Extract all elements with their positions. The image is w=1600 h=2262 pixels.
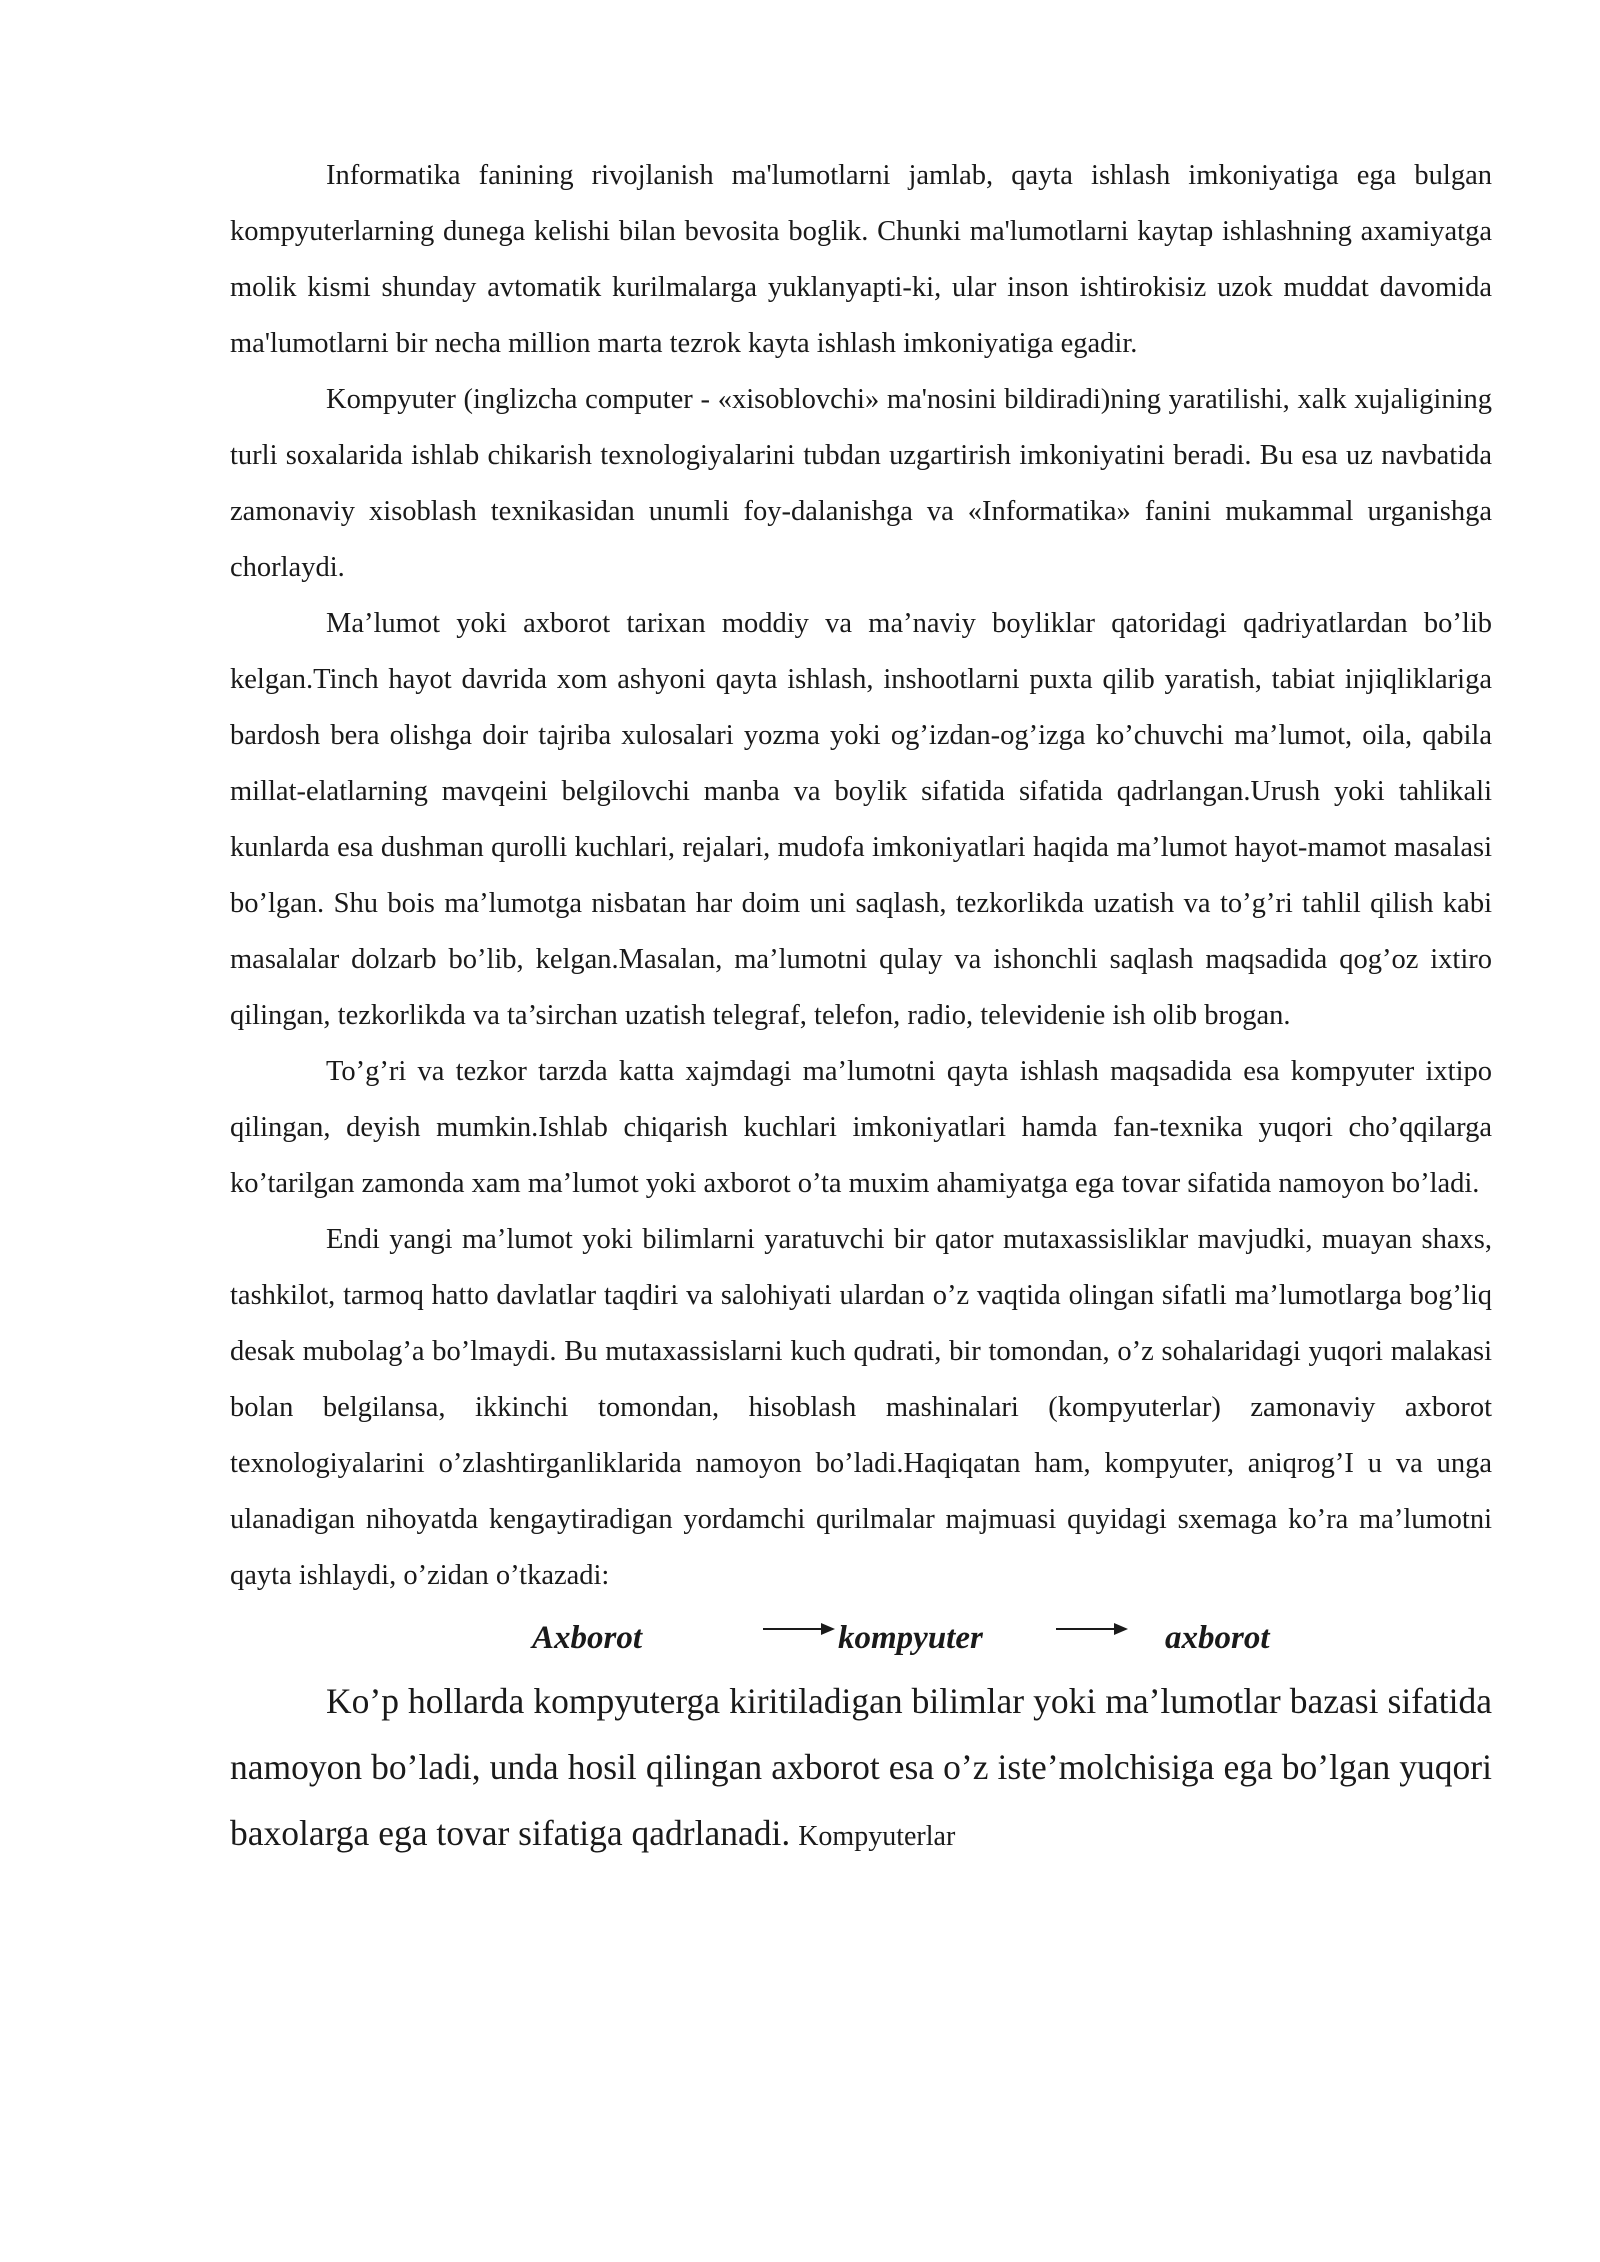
closing-paragraph-text: Ko’p hollarda kompyuterga kiritiladigan bilimlar yoki ma’lumotlar bazasi sifatida namoyon bo’ladi, unda hosil qilingan axborot esa o’z iste’molchisiga ega bo’lgan yuqori baxolarga ega tovar sifatiga qadrlanadi. [230,1681,1492,1853]
paragraph-2: Kompyuter (inglizcha computer - «xisoblovchi» ma'nosini bildiradi)ning yaratilishi, xalk xujaligining turli soxalarida ishlab chikarish texnologiyalarini tubdan uzgartirish imkoniyatini beradi. Bu esa uz navbatida zamonaviy xisoblash texnikasidan unumli foy-dalanishga va «Informatika» fanini mukammal urganishga chorlaydi. [230,384,1492,583]
scheme-processor-label: kompyuter [838,1620,983,1656]
arrow-right-icon [763,1614,837,1644]
paragraph-1: Informatika fanining rivojlanish ma'lumotlarni jamlab, qayta ishlash imkoniyatiga ega bulgan kompyuterlarning dunega kelishi bilan bevosita boglik. Chunki ma'lumotlarni kaytap ishlashning axamiyatga molik kismi shunday avtomatik kurilmalarga yuklanyapti-ki, ular inson ishtirokisiz uzok muddat davomida ma'lumotlarni bir necha million marta tezrok kayta ishlash imkoniyatiga egadir. [230,160,1492,359]
paragraph-4: To’g’ri va tezkor tarzda katta xajmdagi ma’lumotni qayta ishlash maqsadida esa kompyuter ixtipo qilingan, deyish mumkin.Ishlab chiqarish kuchlari imkoniyatlari hamda fan-texnika yuqori cho’qqilarga ko’tarilgan zamonda xam ma’lumot yoki axborot o’ta muxim ahamiyatga ega tovar sifatida namoyon bo’ladi. [230,1056,1492,1199]
scheme-output-label: axborot [1165,1620,1270,1656]
closing-paragraph [230,1668,1492,1870]
paragraph-5: Endi yangi ma’lumot yoki bilimlarni yaratuvchi bir qator mutaxassisliklar mavjudki, muayan shaxs, tashkilot, tarmoq hatto davlatlar taqdiri va salohiyati ulardan o’z vaqtida olingan sifatli ma’lumotlarga bog’liq desak mubolag’a bo’lmaydi. Bu mutaxassislarni kuch qudrati, bir tomondan, o’z sohalaridagi yuqori malakasi bolan belgilansa, ikkinchi tomondan, hisoblash mashinalari (kompyuterlar) zamonaviy axborot texnologiyalarini o’zlashtirganliklarida namoyon bo’ladi.Haqiqatan ham, kompyuter, aniqrog’I u va unga ulanadigan nihoyatda kengaytiradigan yordamchi qurilmalar majmuasi quyidagi sxemaga ko’ra ma’lumotni qayta ishlaydi, o’zidan o’tkazadi: [230,1224,1492,1591]
closing-paragraph-tail: Kompyuterlar [798,1821,956,1852]
paragraph-3: Ma’lumot yoki axborot tarixan moddiy va ma’naviy boyliklar qatoridagi qadriyatlardan bo’lib kelgan.Tinch hayot davrida xom ashyoni qayta ishlash, inshootlarni puxta qilib yaratish, tabiat injiqliklariga bardosh bera olishga doir tajriba xulosalari yozma yoki og’izdan-og’izga ko’chuvchi ma’lumot, oila, qabila millat-elatlarning mavqeini belgilovchi manba va boylik sifatida sifatida qadrlangan.Urush yoki tahlikali kunlarda esa dushman qurolli kuchlari, rejalari, mudofa imkoniyatlari haqida ma’lumot hayot-mamot masalasi bo’lgan. Shu bois ma’lumotga nisbatan har doim uni saqlash, tezkorlikda uzatish va to’g’ri tahlil qilish kabi masalalar dolzarb bo’lib, kelgan.Masalan, ma’lumotni qulay va ishonchli saqlash maqsadida qog’oz ixtiro qilingan, tezkorlikda va ta’sirchan uzatish telegraf, telefon, radio, televidenie ish olib brogan. [230,608,1492,1031]
scheme-input-label: Axborot [532,1620,643,1656]
arrow-right-icon [1056,1614,1130,1644]
data-flow-scheme [230,1606,1492,1668]
document-page [230,148,1492,1870]
